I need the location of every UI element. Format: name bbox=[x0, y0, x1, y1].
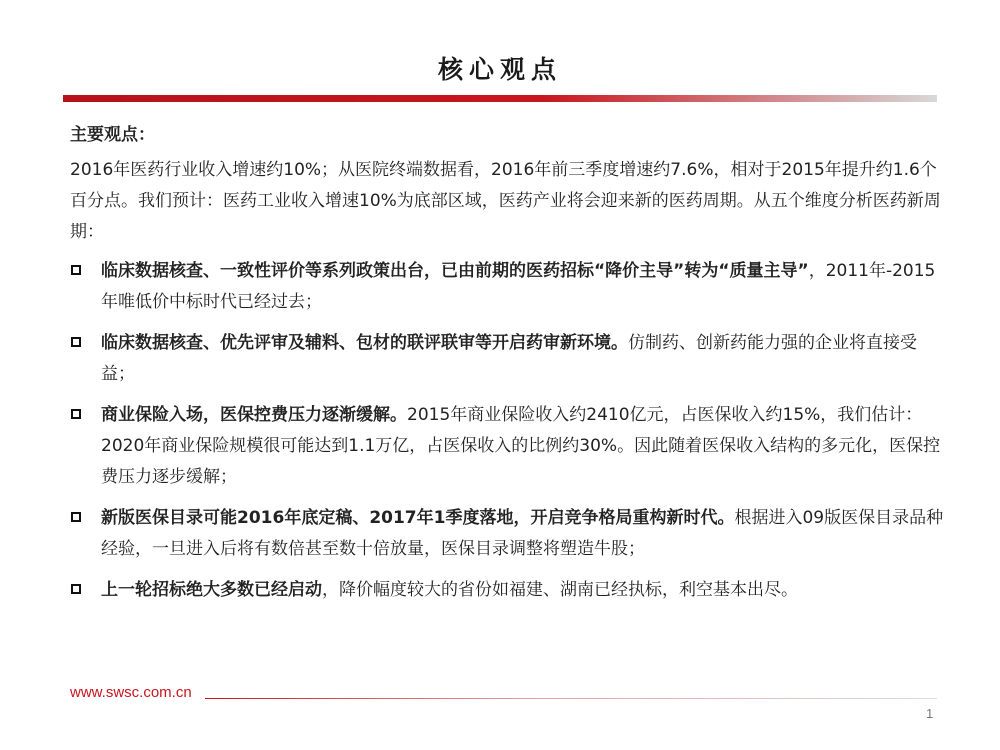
bullet-bold-text: 临床数据核查、一致性评价等系列政策出台，已由前期的医药招标“降价主导”转为“质量主导” bbox=[101, 261, 809, 281]
bullet-item bbox=[70, 503, 945, 565]
footer-divider bbox=[205, 698, 937, 699]
bullet-list bbox=[70, 256, 945, 606]
bullet-item bbox=[70, 256, 945, 318]
bullet-item bbox=[70, 328, 945, 390]
bullet-bold-text: 新版医保目录可能2016年底定稿、2017年1季度落地，开启竞争格局重构新时代。 bbox=[101, 508, 735, 528]
bullet-text: 根据进入09版医保目录品种经验，一旦进入后将有数倍甚至数十倍放量，医保目录调整将塑造牛股； bbox=[101, 508, 944, 559]
bullet-item bbox=[70, 575, 945, 606]
square-bullet-icon bbox=[71, 265, 81, 275]
bullet-text: ，降价幅度较大的省份如福建、湖南已经执标，利空基本出尽。 bbox=[322, 580, 798, 600]
title-divider bbox=[63, 95, 937, 102]
square-bullet-icon bbox=[71, 584, 81, 594]
bullet-text: 2015年商业保险收入约2410亿元，占医保收入约15%，我们估计：2020年商业保险规模很可能达到1.1万亿，占医保收入的比例约30%。因此随着医保收入结构的多元化，医保控费压力逐步缓解； bbox=[101, 405, 941, 487]
bullet-text: 仿制药、创新药能力强的企业将直接受益； bbox=[101, 333, 917, 384]
page-title: 核心观点 bbox=[437, 55, 562, 84]
bullet-text: ，2011年-2015年唯低价中标时代已经过去； bbox=[101, 261, 936, 312]
intro-paragraph: 2016年医药行业收入增速约10%；从医院终端数据看，2016年前三季度增速约7.6%，相对于2015年提升约1.6个百分点。我们预计：医药工业收入增速10%为底部区域，医药产业将会迎来新的医药周期。从五个维度分析医药新周期： bbox=[70, 160, 941, 242]
footer-website-link[interactable]: www.swsc.com.cn bbox=[70, 684, 192, 701]
main-content bbox=[70, 122, 945, 606]
page-number: 1 bbox=[926, 706, 934, 721]
section-heading: 主要观点： bbox=[70, 125, 155, 145]
bullet-item bbox=[70, 400, 945, 493]
bullet-bold-text: 上一轮招标绝大多数已经启动 bbox=[101, 580, 322, 600]
bullet-bold-text: 商业保险入场，医保控费压力逐渐缓解。 bbox=[101, 405, 407, 425]
square-bullet-icon bbox=[71, 337, 81, 347]
square-bullet-icon bbox=[71, 409, 81, 419]
square-bullet-icon bbox=[71, 512, 81, 522]
bullet-bold-text: 临床数据核查、优先评审及辅料、包材的联评联审等开启药审新环境。 bbox=[101, 333, 628, 353]
